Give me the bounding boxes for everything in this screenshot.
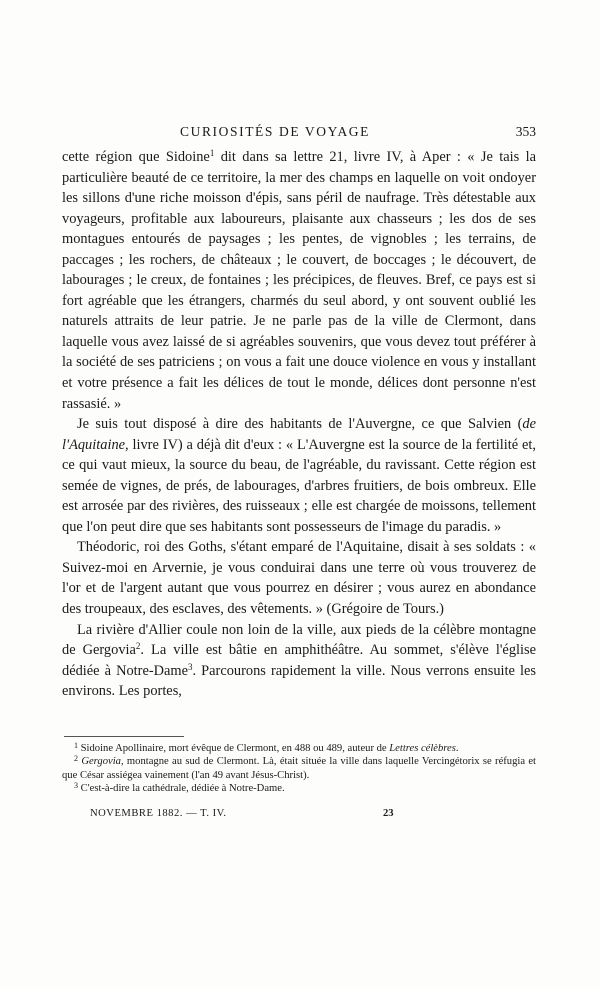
paragraph-4-end: . Parcourons rapidement la ville. Nous verrons ensuite les environs. Les portes,	[62, 662, 536, 700]
footnote-ref-3: 3	[188, 661, 193, 672]
footnote-3-number: 3	[74, 781, 78, 791]
paragraph-4	[62, 620, 536, 702]
paragraph-1	[62, 147, 536, 414]
running-title: CURIOSITÉS DE VOYAGE	[180, 124, 371, 139]
paragraph-2-start: Je suis tout disposé à dire des habitants de l'Auvergne, ce que Salvien (	[77, 416, 523, 433]
footnote-ref-1: 1	[209, 148, 215, 158]
page-number: 353	[515, 124, 536, 139]
paragraph-1-rest: dit dans sa lettre 21, livre IV, à Aper : « Je tais la particulière beauté de ce territoire, la mer des champs en laquelle on voit ondoyer les sillons d'une riche moisson d'épis, sans péril de naufrage. Très détestable aux voyageurs, profitable aux laboureurs, plaisante aux chasseurs ; les dos de ses montagues entourés de paysages ; les pentes, de vignobles ; les terrains, de paccages ; les rochers, de châteaux ; le couvert, de boccages ; le découvert, de labourages ; le creux, de fontaines ; les précipices, de fleuves. Bref, ce pays est si fort agréable que les étrangers, charmés du seul abord, y ont souvent oublié les naturels attraits de leur patrie. Je ne parle pas de la ville de Clermont, dans laquelle vous avez laissé de si agréables souvenirs, que vous devez tout préférer à la société de ses patriciens ; on vous a fait une douce violence en vous y installant et votre présence a fait les délices de tout le monde, délices dont personne n'est rassasié. »	[62, 149, 536, 412]
footnote-ref-2: 2	[135, 641, 141, 652]
footnote-1-italic: Lettres célèbres	[389, 743, 456, 754]
issue-signature: NOVEMBRE 1882. — T. IV.	[90, 808, 227, 819]
footnote-1-text: Sidoine Apollinaire, mort évêque de Clermont, en 488 ou 489, auteur de	[80, 743, 390, 754]
body-text	[62, 147, 536, 702]
paragraph-2	[62, 414, 536, 537]
footnote-3	[62, 782, 536, 795]
footnote-2-text: , montagne au sud de Clermont. Là, était située la ville dans laquelle Vercingétorix se réfugia et que César assiégea vainement (l'an 49 avant Jésus-Christ).	[62, 756, 536, 781]
signature-line	[62, 808, 536, 824]
paragraph-1-start: cette région que Sidoine	[62, 149, 210, 165]
footnote-1	[62, 742, 536, 755]
paragraph-2-italic: de l'Aquitaine	[62, 416, 536, 453]
paragraph-4-middle: . La ville est bâtie en amphithéâtre. Au sommet, s'élève l'église dédiée à Notre-Dame	[62, 642, 536, 679]
signature-mark: 23	[383, 808, 394, 819]
footnote-3-text: C'est-à-dire la cathédrale, dédiée à Notre-Dame.	[80, 783, 285, 795]
paragraph-2-rest: , livre IV) a déjà dit d'eux : « L'Auvergne est la source de la fertilité et, ce qui vaut mieux, la source du beau, de l'agréable, du ravissant. Cette région est semée de vignes, de prés, de labourages, d'arbres fruitiers, de bois ombreux. Elle est arrosée par des rivières, des ruisseaux ; elle est chargée de moissons, tellement que l'on peut dire que ses habitants sont possesseurs de l'image du paradis. »	[62, 436, 536, 535]
paragraph-3: Théodoric, roi des Goths, s'étant emparé de l'Aquitaine, disait à ses soldats : « Suivez-moi en Arvernie, je vous conduirai dans une terre où vous trouverez de l'or et de l'argent autant que vous pourrez en désirer ; vous aurez en abondance des troupeaux, des esclaves, des vêtements. » (Grégoire de Tours.)	[62, 539, 536, 618]
footnote-2-italic: Gergovia	[81, 756, 121, 768]
page-header	[62, 124, 536, 144]
footnote-2	[62, 755, 536, 782]
paragraph-4-start: La rivière d'Allier coule non loin de la ville, aux pieds de la célèbre montagne de Gergovia	[62, 621, 536, 659]
footnote-divider	[64, 736, 184, 737]
footnotes	[62, 742, 536, 796]
footnote-1-end: .	[455, 743, 459, 754]
footnote-2-number: 2	[74, 754, 78, 764]
footnote-1-number: 1	[74, 741, 78, 750]
